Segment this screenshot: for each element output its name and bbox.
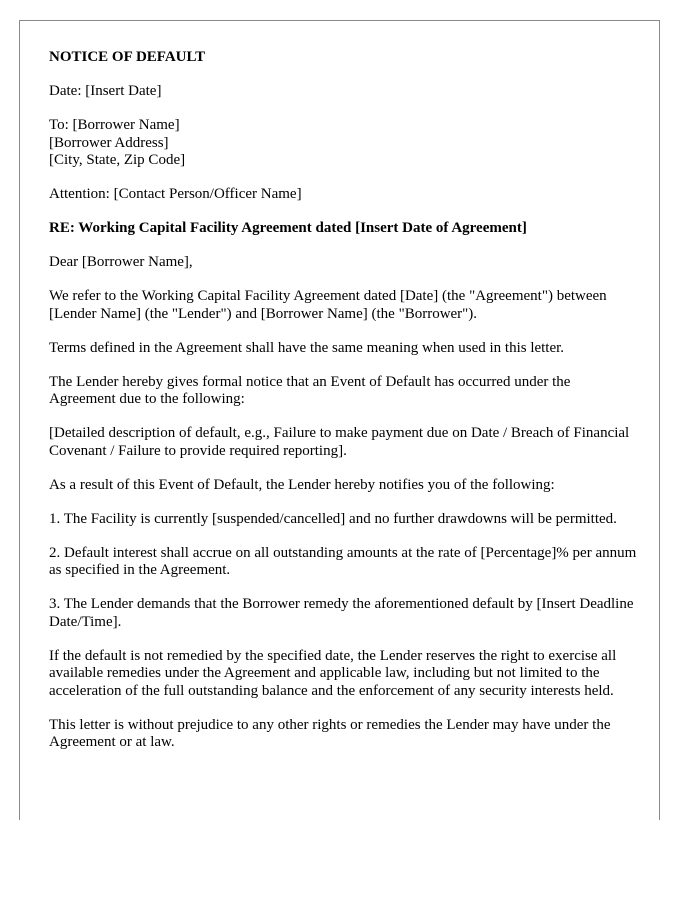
list-item-remedy-demand: 3. The Lender demands that the Borrower remedy the aforementioned default by [Insert Deadline Date/Time]. bbox=[49, 596, 634, 630]
date-line: Date: [Insert Date] bbox=[49, 83, 162, 99]
paragraph-default-description: [Detailed description of default, e.g., Failure to make payment due on Date / Breach of Financial Covenant / Failure to provide required reporting]. bbox=[49, 425, 630, 459]
paragraph-agreement-reference: We refer to the Working Capital Facility Agreement dated [Date] (the "Agreement") between [Lender Name] (the "Lender") and [Borrower Name] (the "Borrower"). bbox=[49, 288, 607, 322]
paragraph-terms-defined: Terms defined in the Agreement shall have the same meaning when used in this letter. bbox=[49, 339, 565, 356]
paragraph-without-prejudice: This letter is without prejudice to any other rights or remedies the Lender may have under the Agreement or at law. bbox=[49, 716, 611, 750]
document-page bbox=[19, 20, 660, 820]
recipient-city-state-zip: [City, State, Zip Code] bbox=[49, 152, 186, 168]
paragraph-remedies: If the default is not remedied by the specified date, the Lender reserves the right to exercise all available remedies under the Agreement and applicable law, including but not limited to the acceleration of the full outstanding balance and the enforcement of any security interests held. bbox=[49, 647, 617, 699]
recipient-block bbox=[49, 117, 639, 170]
letter-body bbox=[49, 49, 639, 768]
paragraph-notification-intro: As a result of this Event of Default, the Lender hereby notifies you of the following: bbox=[49, 476, 555, 493]
subject-line: RE: Working Capital Facility Agreement dated [Insert Date of Agreement] bbox=[49, 220, 527, 236]
attention-line: Attention: [Contact Person/Officer Name] bbox=[49, 186, 302, 202]
paragraph-default-notice: The Lender hereby gives formal notice that an Event of Default has occurred under the Agreement due to the following: bbox=[49, 373, 571, 407]
letter-title: NOTICE OF DEFAULT bbox=[49, 49, 206, 65]
recipient-address: [Borrower Address] bbox=[49, 134, 169, 151]
list-item-facility-status: 1. The Facility is currently [suspended/cancelled] and no further drawdowns will be permitted. bbox=[49, 510, 617, 527]
recipient-name: To: [Borrower Name] bbox=[49, 117, 180, 133]
salutation: Dear [Borrower Name], bbox=[49, 254, 193, 270]
list-item-default-interest: 2. Default interest shall accrue on all outstanding amounts at the rate of [Percentage]% per annum as specified in the Agreement. bbox=[49, 544, 637, 578]
